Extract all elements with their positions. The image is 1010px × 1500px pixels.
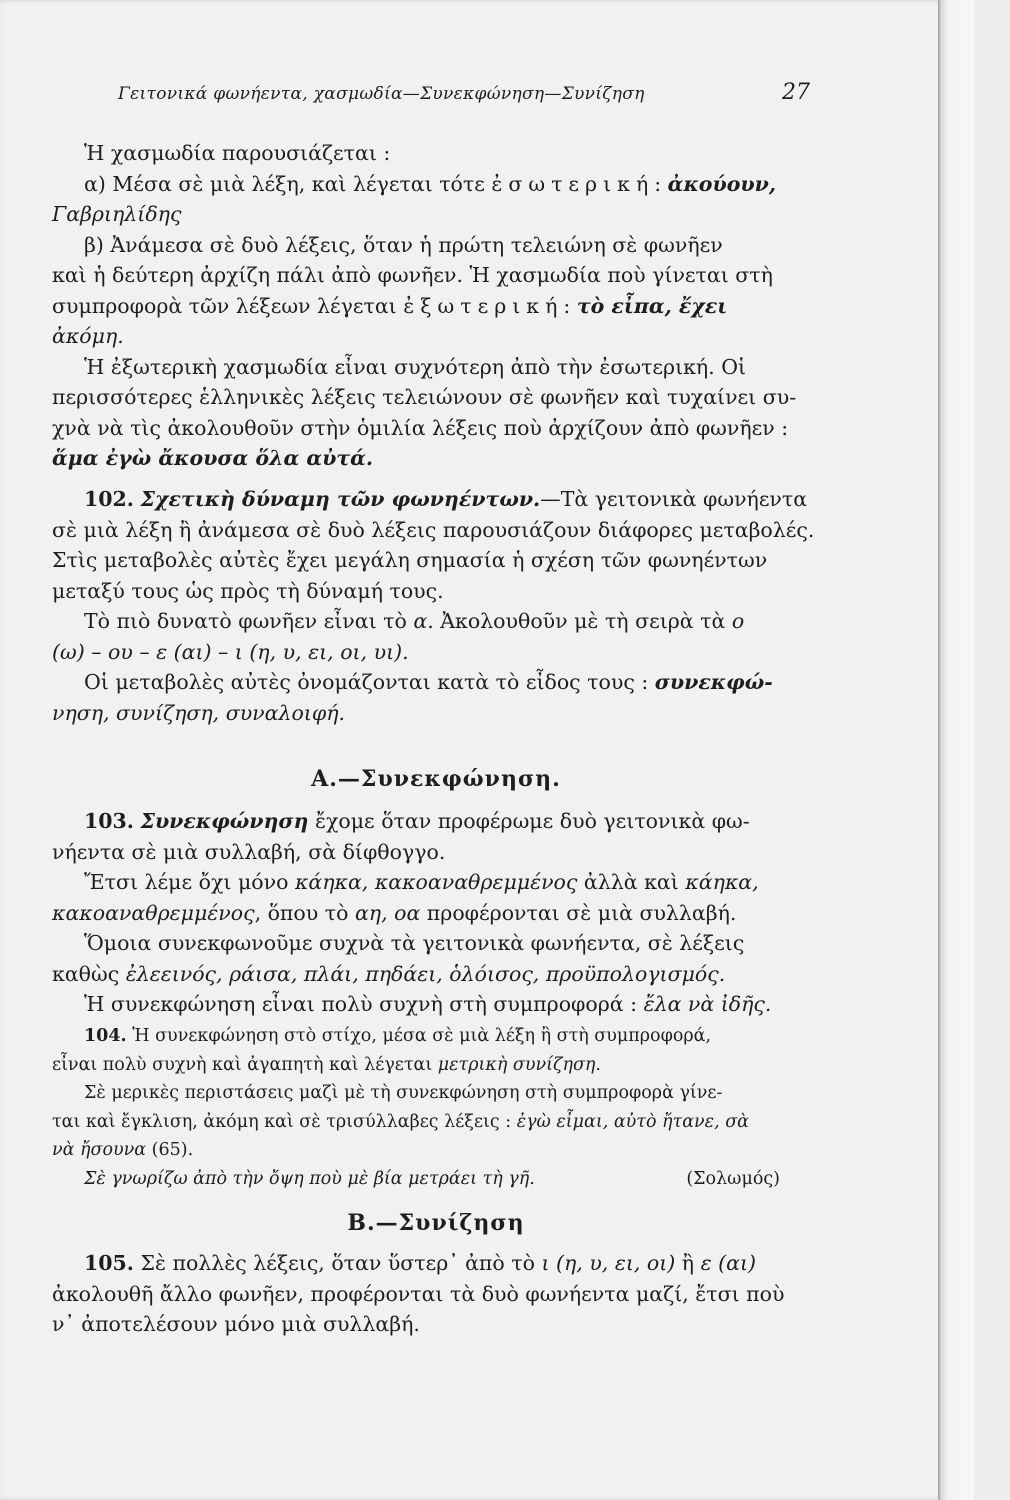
text-line: ἅμα ἐγὼ ἄκουσα ὅλα αὐτά. — [52, 446, 374, 470]
running-header: Γειτονικά φωνήεντα, χασμωδία—Συνεκφώνηση—Συνίζηση — [118, 84, 645, 104]
section-105 — [52, 1248, 820, 1340]
section-103 — [52, 806, 820, 1020]
text-line: Στὶς μεταβολὲς αὐτὲς ἔχει μεγάλη σημασία ἡ σχέση τῶν φωνηέντων — [52, 548, 768, 572]
page-number: 27 — [782, 80, 810, 105]
text-line: κακοαναθρεμμένος, ὅπου τὸ αη, οα προφέρονται σὲ μιὰ συλλαβή. — [52, 900, 737, 925]
verse-quote: Σὲ γνωρίζω ἀπὸ τὴν ὄψη ποὺ μὲ βία μετράει τὴ γῆ. — [84, 1168, 535, 1189]
section-title: Συνεκφώνηση — [140, 809, 309, 833]
text-line: β) Ἀνάμεσα σὲ δυὸ λέξεις, ὅταν ἡ πρώτη τελειώνη σὲ φωνῆεν — [84, 232, 723, 257]
text-line: καὶ ἡ δεύτερη ἀρχίζη πάλι ἀπὸ φωνῆεν. Ἡ χασμωδία ποὺ γίνεται στὴ — [52, 263, 773, 287]
text-line: συμπροφορὰ τῶν λέξεων λέγεται ἐξωτερική: τὸ εἶπα, ἔχει — [52, 293, 728, 318]
text-line: ται καὶ ἔγκλιση, ἀκόμη καὶ σὲ τρισύλλαβες λέξεις : ἐγὼ εἶμαι, αὐτὸ ἤτανε, σὰ — [52, 1111, 749, 1132]
text-line: Τὸ πιὸ δυνατὸ φωνῆεν εἶναι τὸ α. Ἀκολουθοῦν μὲ τὴ σειρὰ τὰ ο — [84, 609, 745, 633]
text-line: εἶναι πολὺ συχνὴ καὶ ἀγαπητὴ καὶ λέγεται μετρικὴ συνίζηση. — [52, 1054, 601, 1075]
section-number: 104. — [84, 1026, 127, 1046]
text-line: Ἡ συνεκφώνηση εἶναι πολὺ συχνὴ στὴ συμπροφορά : ἔλα νὰ ἰδῆς. — [84, 992, 772, 1016]
text-line: (ω) – ου – ε (αι) – ι (η, υ, ει, οι, υι). — [52, 639, 409, 664]
text-line: σὲ μιὰ λέξη ἢ ἀνάμεσα σὲ δυὸ λέξεις παρουσιάζουν διάφορες μεταβολές. — [52, 517, 815, 542]
heading-b: Β.—Συνίζηση — [347, 1210, 525, 1236]
text-line: Γαβριηλίδης — [52, 202, 182, 226]
text-line: μεταξύ τους ὡς πρὸς τὴ δύναμή τους. — [52, 578, 444, 603]
section-number: 103. — [84, 809, 134, 833]
text-line: Ἡ ἐξωτερικὴ χασμωδία εἶναι συχνότερη ἀπὸ τὴν ἐσωτερική. Οἱ — [84, 354, 747, 379]
text-line: νηση, συνίζηση, συναλοιφή. — [52, 700, 345, 725]
text-line: α) Μέσα σὲ μιὰ λέξη, καὶ λέγεται τότε ἐσωτερική: ἀκούουν, — [84, 171, 776, 196]
text-line: καθὼς ἐλεεινός, ράισα, πλάι, πηδάει, ὁλόισος, προϋπολογισμός. — [52, 961, 726, 986]
text-line: περισσότερες ἑλληνικὲς λέξεις τελειώνουν σὲ φωνῆεν καὶ τυχαίνει συ- — [52, 385, 797, 409]
text-line: 104. Ἡ συνεκφώνηση στὸ στίχο, μέσα σὲ μιὰ λέξη ἢ στὴ συμπροφορά, — [84, 1026, 712, 1046]
text-line: νὰ ἤσουνα (65). — [52, 1140, 194, 1160]
text-line: χνὰ νὰ τὶς ἀκολουθοῦν στὴν ὁμιλία λέξεις ποὺ ἀρχίζουν ἀπὸ φωνῆεν : — [52, 415, 789, 440]
intro-block — [52, 138, 820, 474]
section-104 — [52, 1022, 820, 1193]
text-line: ἀκολουθῆ ἄλλο φωνῆεν, προφέρονται τὰ δυὸ φωνήεντα μαζί, ἔτσι ποὺ — [52, 1281, 785, 1306]
section-number: 102. — [84, 487, 134, 511]
verse-author: (Σολωμός) — [686, 1168, 780, 1189]
text-line: νήεντα σὲ μιὰ συλλαβή, σὰ δίφθογγο. — [52, 839, 446, 864]
text-line: Ἔτσι λέμε ὄχι μόνο κάηκα, κακοαναθρεμμένος ἀλλὰ καὶ κάηκα, — [84, 870, 759, 894]
text-line: 103. Συνεκφώνηση ἔχομε ὅταν προφέρωμε δυὸ γειτονικὰ φω- — [84, 809, 750, 833]
section-title: Σχετικὴ δύναμη τῶν φωνηέντων. — [140, 487, 541, 511]
text-line: Ἡ χασμωδία παρουσιάζεται : — [84, 141, 391, 165]
text-line: Σὲ μερικὲς περιστάσεις μαζὶ μὲ τὴ συνεκφώνηση στὴ συμπροφορὰ γίνε- — [84, 1083, 723, 1103]
text-line: 105. Σὲ πολλὲς λέξεις, ὅταν ὕστερ᾽ ἀπὸ τὸ ι (η, υ, ει, οι) ἢ ε (αι) — [84, 1251, 757, 1275]
page-edge — [938, 0, 974, 1500]
heading-a: Α.—Συνεκφώνηση. — [311, 766, 561, 792]
verse-line — [52, 1165, 820, 1194]
section-number: 105. — [84, 1251, 134, 1275]
text-line: Ὅμοια συνεκφωνοῦμε συχνὰ τὰ γειτονικὰ φωνήεντα, σὲ λέξεις — [84, 931, 745, 955]
text-line: ἀκόμη. — [52, 324, 124, 348]
text-line: ν᾽ ἀποτελέσουν μόνο μιὰ συλλαβή. — [52, 1312, 420, 1336]
text-line: 102. Σχετικὴ δύναμη τῶν φωνηέντων.—Τὰ γειτονικὰ φωνήεντα — [84, 487, 808, 511]
section-102 — [52, 484, 820, 728]
text-line: Οἱ μεταβολὲς αὐτὲς ὀνομάζονται κατὰ τὸ εἶδος τους : συνεκφώ- — [84, 670, 773, 694]
